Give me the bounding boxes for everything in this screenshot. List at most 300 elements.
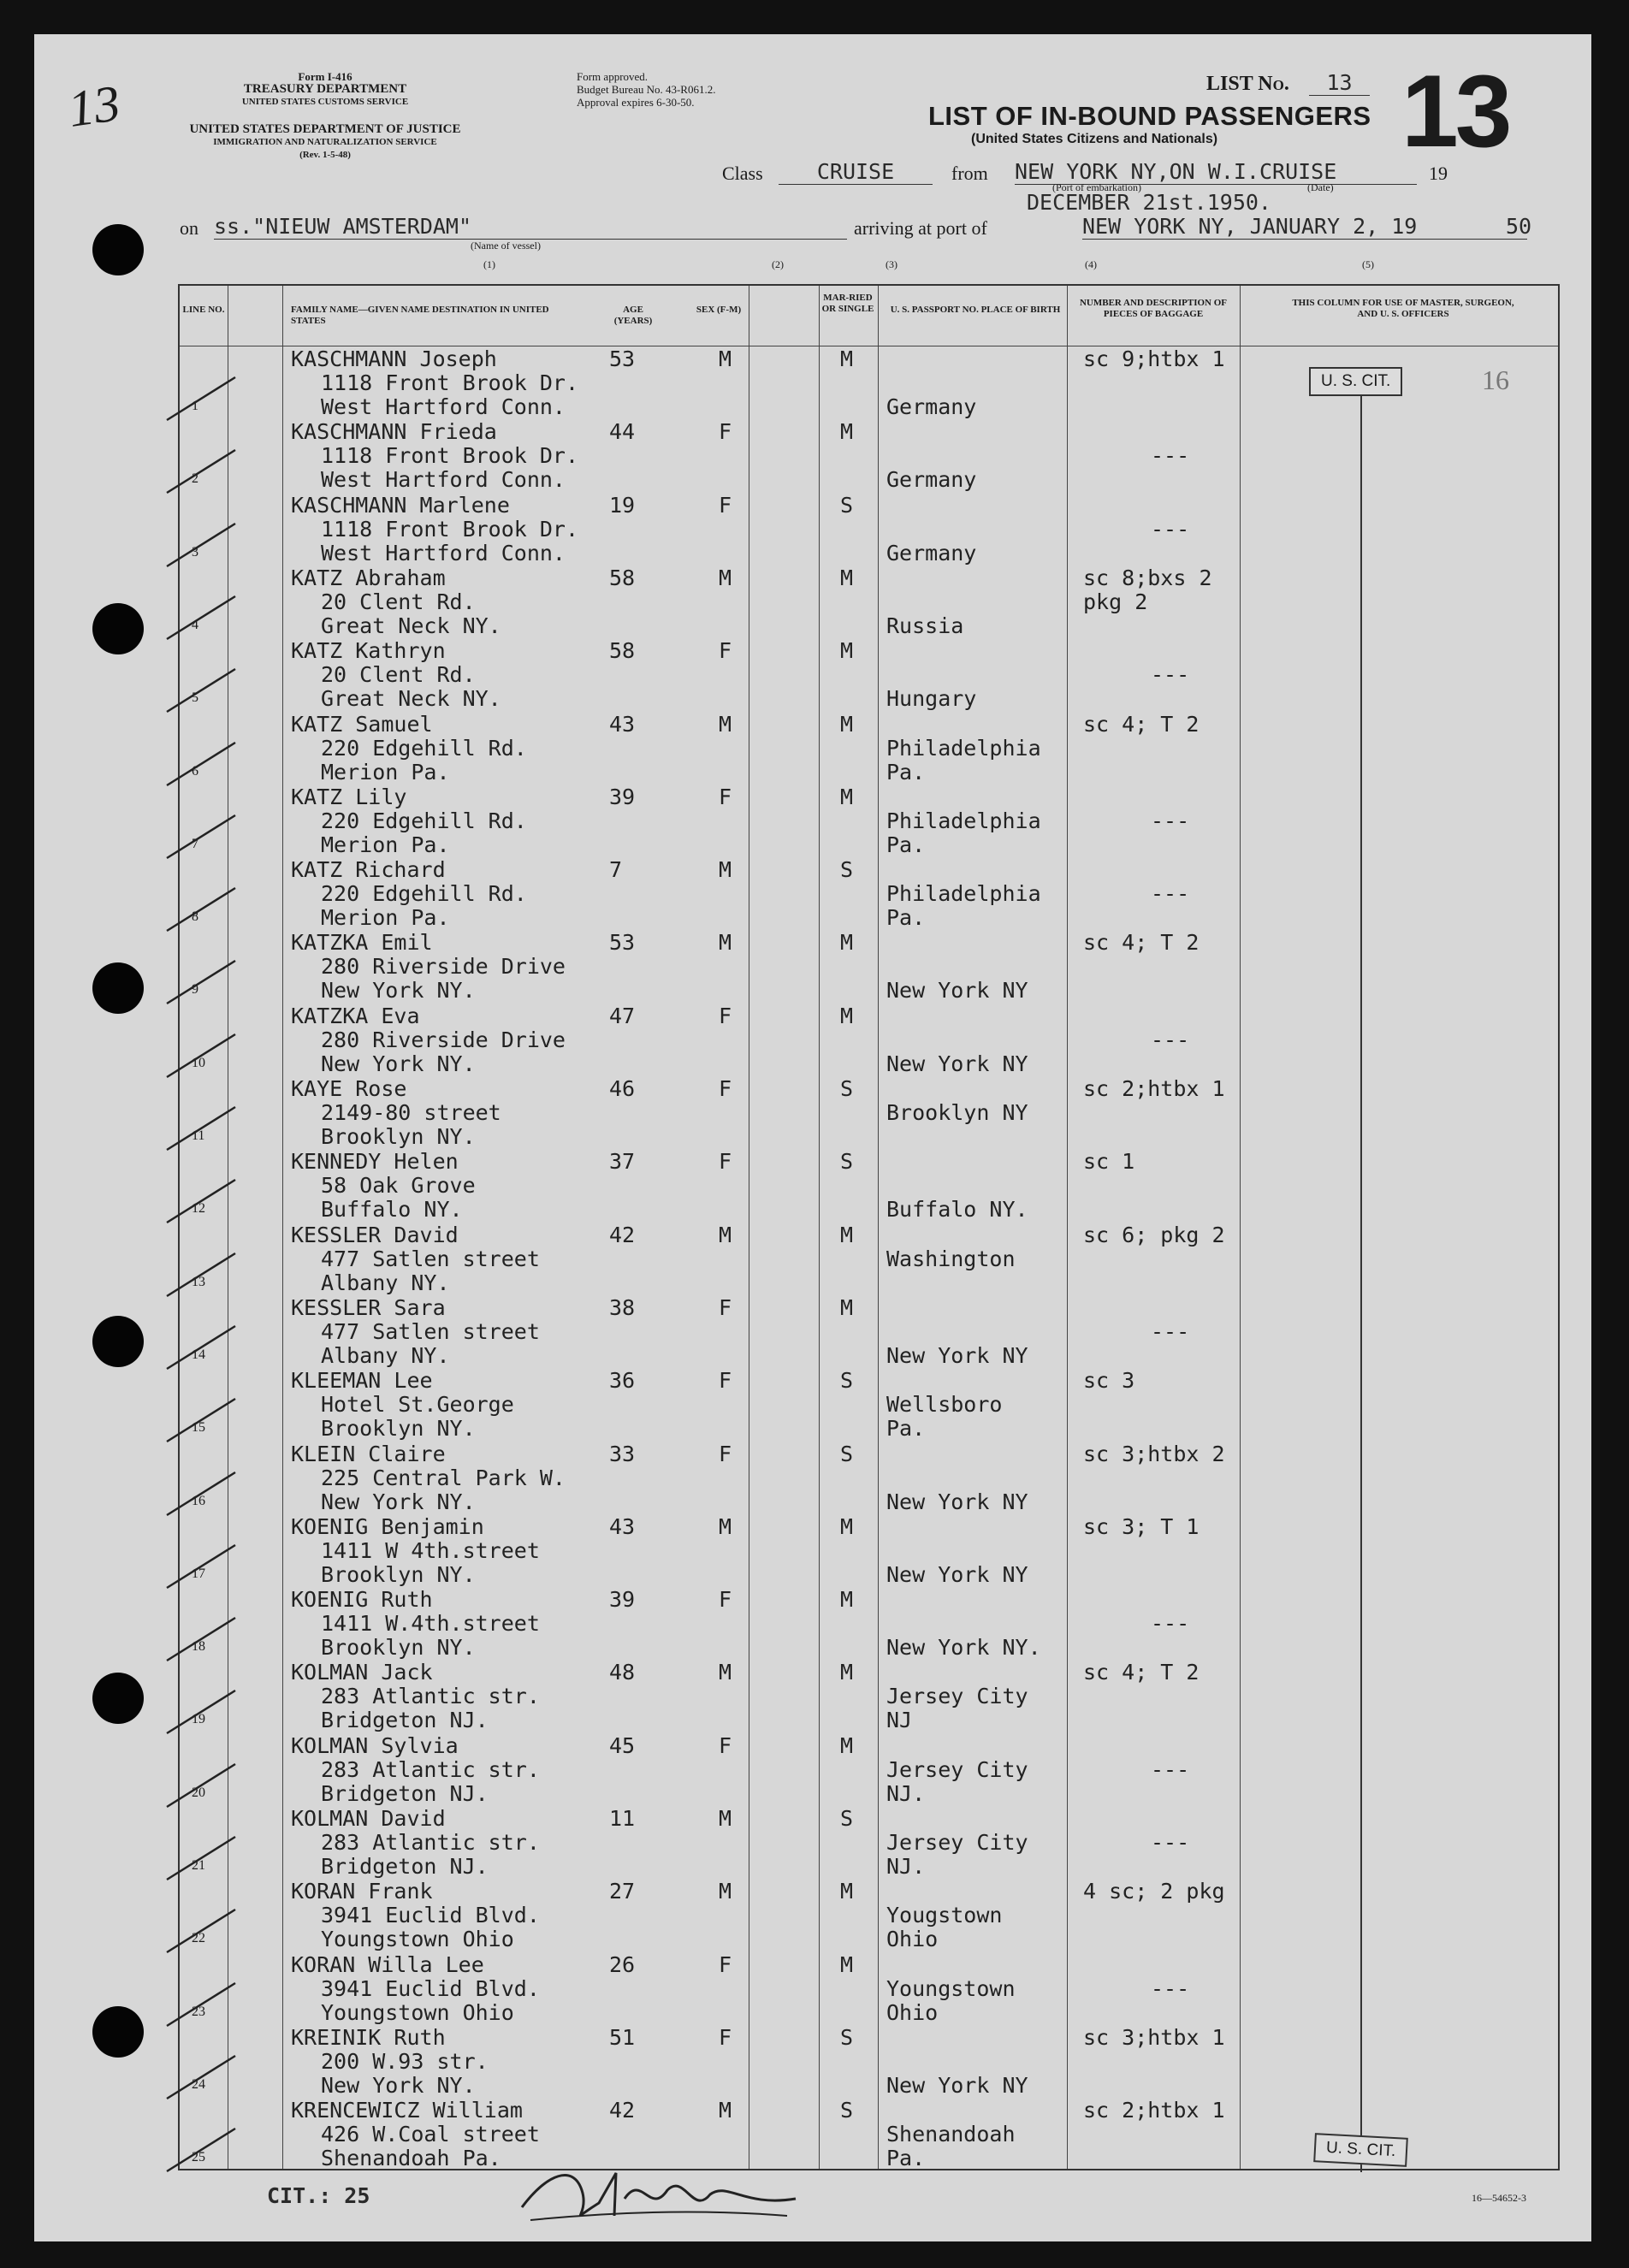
agency-header bbox=[180, 70, 471, 109]
address-line-2: New York NY. bbox=[321, 978, 476, 1004]
birthplace-line-2: New York NY bbox=[886, 1051, 1028, 1076]
line-number: 14 bbox=[192, 1347, 205, 1362]
birthplace-line-1: Philadelphia bbox=[886, 735, 1041, 761]
marital-status: S bbox=[840, 1149, 854, 1175]
marital-status: M bbox=[840, 1879, 854, 1904]
sex: M bbox=[719, 711, 732, 737]
age: 45 bbox=[609, 1732, 636, 1758]
birthplace-line-1: Philadelphia bbox=[886, 881, 1041, 907]
check-mark-icon bbox=[163, 1249, 240, 1300]
age: 39 bbox=[609, 1587, 636, 1613]
address-line-1: 225 Central Park W. bbox=[321, 1465, 566, 1490]
marital-status: M bbox=[840, 346, 854, 371]
sex: M bbox=[719, 1513, 732, 1539]
passenger-name: KASCHMANN Marlene bbox=[291, 492, 510, 518]
check-mark-icon bbox=[163, 1322, 240, 1373]
birthplace-line-2: Hungary bbox=[886, 686, 977, 712]
line-number: 2 bbox=[192, 471, 198, 487]
age: 7 bbox=[609, 857, 623, 883]
address-line-1: 1118 Front Brook Dr. bbox=[321, 443, 579, 469]
document-subtitle: (United States Citizens and Nationals) bbox=[971, 132, 1218, 146]
address-line-1: 20 Clent Rd. bbox=[321, 662, 476, 688]
sex: M bbox=[719, 346, 732, 371]
sex: F bbox=[719, 1149, 732, 1175]
passenger-name: KASCHMANN Frieda bbox=[291, 419, 497, 445]
sex: F bbox=[719, 1441, 732, 1466]
marital-status: M bbox=[840, 1003, 854, 1028]
passenger-name: KRENCEWICZ William bbox=[291, 2098, 523, 2123]
marital-status: M bbox=[840, 419, 854, 445]
address-line-2: Merion Pa. bbox=[321, 832, 450, 857]
form-approved: Form approved. bbox=[577, 70, 649, 83]
date-caption: (Date) bbox=[1307, 181, 1334, 193]
baggage-line-1: --- bbox=[1151, 1975, 1190, 2001]
baggage-line-1: sc 3; T 1 bbox=[1083, 1513, 1200, 1539]
birthplace-line-2: Germany bbox=[886, 394, 977, 419]
sex: F bbox=[719, 492, 732, 518]
line-number: 19 bbox=[192, 1712, 205, 1727]
address-line-2: West Hartford Conn. bbox=[321, 467, 566, 493]
sex: F bbox=[719, 784, 732, 809]
address-line-1: 280 Riverside Drive bbox=[321, 1027, 566, 1052]
address-line-1: 220 Edgehill Rd. bbox=[321, 735, 527, 761]
line-number: 25 bbox=[192, 2150, 205, 2165]
officer-signature bbox=[513, 2156, 804, 2233]
line-number: 13 bbox=[192, 1274, 205, 1289]
birthplace-line-1: Jersey City bbox=[886, 1756, 1028, 1782]
address-line-1: 283 Atlantic str. bbox=[321, 1756, 540, 1782]
sex: F bbox=[719, 1732, 732, 1758]
line-number: 6 bbox=[192, 763, 198, 779]
check-mark-icon bbox=[163, 2052, 240, 2103]
justice-header bbox=[171, 123, 479, 162]
vessel-caption: (Name of vessel) bbox=[471, 240, 541, 252]
table-row bbox=[180, 566, 1558, 640]
baggage-line-1: sc 4; T 2 bbox=[1083, 711, 1200, 737]
table-row bbox=[180, 1734, 1558, 1808]
address-line-1: 1411 W 4th.street bbox=[321, 1537, 540, 1563]
birthplace-line-2: New York NY bbox=[886, 978, 1028, 1004]
arrival-port-date: NEW YORK NY, JANUARY 2, 19 bbox=[1082, 214, 1527, 240]
age: 43 bbox=[609, 711, 636, 737]
birthplace-line-2: Pa. bbox=[886, 759, 926, 785]
table-row bbox=[180, 1807, 1558, 1880]
passenger-name: KOLMAN David bbox=[291, 1806, 446, 1831]
arrival-year: 50 bbox=[1506, 214, 1532, 239]
form-approval bbox=[577, 70, 715, 109]
list-number-value: 13 bbox=[1309, 70, 1369, 96]
baggage-line-1: sc 3 bbox=[1083, 1368, 1135, 1394]
marital-status: M bbox=[840, 1222, 854, 1247]
birthplace-line-1: Brooklyn NY bbox=[886, 1100, 1028, 1125]
marital-status: S bbox=[840, 1368, 854, 1394]
address-line-1: 1118 Front Brook Dr. bbox=[321, 370, 579, 395]
table-row bbox=[180, 931, 1558, 1004]
check-mark-icon bbox=[163, 1541, 240, 1592]
line-number: 1 bbox=[192, 399, 198, 413]
class-label: Class bbox=[722, 163, 763, 184]
address-line-2: Buffalo NY. bbox=[321, 1197, 463, 1223]
address-line-2: Shenandoah Pa. bbox=[321, 2146, 501, 2171]
check-mark-icon bbox=[163, 1905, 240, 1957]
line-number: 24 bbox=[192, 2076, 205, 2092]
line-number: 5 bbox=[192, 690, 198, 706]
address-line-2: Great Neck NY. bbox=[321, 686, 501, 712]
baggage-line-1: sc 2;htbx 1 bbox=[1083, 1076, 1225, 1101]
customs-service: UNITED STATES CUSTOMS SERVICE bbox=[241, 97, 409, 107]
marital-status: S bbox=[840, 2098, 854, 2123]
passenger-name: KESSLER Sara bbox=[291, 1294, 446, 1320]
birthplace-line-2: New York NY bbox=[886, 1561, 1028, 1587]
birthplace-line-2: New York NY. bbox=[886, 1635, 1041, 1661]
baggage-line-1: --- bbox=[1151, 1756, 1190, 1782]
check-mark-icon bbox=[163, 884, 240, 935]
address-line-1: 20 Clent Rd. bbox=[321, 589, 476, 614]
count-mark: 16 bbox=[1482, 364, 1509, 395]
check-mark-icon bbox=[163, 1468, 240, 1519]
address-line-2: Merion Pa. bbox=[321, 759, 450, 785]
table-row bbox=[180, 1661, 1558, 1734]
document-title: LIST OF IN-BOUND PASSENGERS bbox=[928, 101, 1371, 131]
birthplace-line-2: New York NY bbox=[886, 1489, 1028, 1514]
address-line-1: Hotel St.George bbox=[321, 1392, 514, 1418]
age: 39 bbox=[609, 784, 636, 809]
sex: M bbox=[719, 1879, 732, 1904]
age: 36 bbox=[609, 1368, 636, 1394]
passenger-name: KATZ Kathryn bbox=[291, 638, 446, 664]
sex: F bbox=[719, 638, 732, 664]
departure-date: DECEMBER 21st.1950. bbox=[1027, 190, 1271, 215]
address-line-2: West Hartford Conn. bbox=[321, 540, 566, 566]
age: 19 bbox=[609, 492, 636, 518]
check-mark-icon bbox=[163, 1979, 240, 2030]
passenger-name: KATZ Abraham bbox=[291, 565, 446, 590]
vessel-name: ss."NIEUW AMSTERDAM" bbox=[214, 214, 847, 240]
marital-status: M bbox=[840, 1660, 854, 1685]
marital-status: M bbox=[840, 1951, 854, 1977]
address-line-2: Bridgeton NJ. bbox=[321, 1780, 489, 1806]
sex: M bbox=[719, 2098, 732, 2123]
baggage-line-1: --- bbox=[1151, 516, 1190, 542]
birthplace-line-2: Germany bbox=[886, 540, 977, 566]
approval-expiry: Approval expires 6-30-50. bbox=[577, 96, 695, 109]
check-mark-icon bbox=[163, 1833, 240, 1884]
line-number: 16 bbox=[192, 1493, 205, 1508]
table-row bbox=[180, 1296, 1558, 1370]
birthplace-line-2: NJ. bbox=[886, 1854, 926, 1879]
line-number: 8 bbox=[192, 909, 198, 925]
check-mark-icon bbox=[163, 1614, 240, 1665]
col-num-4: (4) bbox=[1085, 258, 1097, 270]
passenger-name: KATZ Richard bbox=[291, 857, 446, 883]
line-number: 18 bbox=[192, 1639, 205, 1655]
line-number: 3 bbox=[192, 544, 198, 560]
birthplace-line-1: Philadelphia bbox=[886, 808, 1041, 833]
passenger-name: KORAN Frank bbox=[291, 1879, 433, 1904]
age: 44 bbox=[609, 419, 636, 445]
baggage-line-1: sc 9;htbx 1 bbox=[1083, 346, 1225, 371]
birthplace-line-1: Youngstown bbox=[886, 1975, 1016, 2001]
baggage-line-1: sc 3;htbx 1 bbox=[1083, 2024, 1225, 2050]
check-mark-icon bbox=[163, 811, 240, 862]
marital-status: M bbox=[840, 1587, 854, 1613]
passenger-rows bbox=[180, 347, 1558, 2169]
address-line-2: New York NY. bbox=[321, 1051, 476, 1076]
officer-bracket-line bbox=[1360, 384, 1362, 2172]
birthplace-line-2: Pa. bbox=[886, 832, 926, 857]
baggage-line-1: --- bbox=[1151, 1830, 1190, 1855]
address-line-2: Albany NY. bbox=[321, 1342, 450, 1368]
age: 48 bbox=[609, 1660, 636, 1685]
table-row bbox=[180, 1515, 1558, 1589]
line-number: 21 bbox=[192, 1858, 205, 1873]
class-value: CRUISE bbox=[779, 159, 933, 185]
arriving-label: arriving at port of bbox=[854, 217, 987, 239]
table-row bbox=[180, 1953, 1558, 2027]
address-line-1: 477 Satlen street bbox=[321, 1318, 540, 1344]
punch-hole bbox=[92, 603, 144, 654]
sex: M bbox=[719, 857, 732, 883]
birthplace-line-2: Russia bbox=[886, 613, 964, 638]
address-line-2: Youngstown Ohio bbox=[321, 1927, 514, 1952]
passenger-name: KOENIG Benjamin bbox=[291, 1513, 484, 1539]
address-line-1: 200 W.93 str. bbox=[321, 2048, 489, 2074]
line-number: 23 bbox=[192, 2004, 205, 2019]
col-num-2: (2) bbox=[772, 258, 784, 270]
table-row bbox=[180, 713, 1558, 786]
birthplace-line-1: Wellsboro bbox=[886, 1392, 1003, 1418]
passenger-table bbox=[178, 284, 1560, 2170]
passenger-name: KATZKA Emil bbox=[291, 930, 433, 956]
check-mark-icon bbox=[163, 1175, 240, 1227]
baggage-line-1: --- bbox=[1151, 1027, 1190, 1052]
col-passport: U. S. PASSPORT NO. PLACE OF BIRTH bbox=[890, 305, 1061, 315]
marital-status: M bbox=[840, 565, 854, 590]
address-line-1: 2149-80 street bbox=[321, 1100, 501, 1125]
address-line-1: 283 Atlantic str. bbox=[321, 1684, 540, 1709]
baggage-line-1: sc 1 bbox=[1083, 1149, 1135, 1175]
marital-status: M bbox=[840, 711, 854, 737]
sex: M bbox=[719, 565, 732, 590]
address-line-2: Brooklyn NY. bbox=[321, 1561, 476, 1587]
check-mark-icon bbox=[163, 665, 240, 716]
check-mark-icon bbox=[163, 373, 240, 424]
passenger-name: KATZ Lily bbox=[291, 784, 407, 809]
address-line-2: New York NY. bbox=[321, 2072, 476, 2098]
table-row bbox=[180, 1223, 1558, 1297]
marital-status: S bbox=[840, 1441, 854, 1466]
address-line-2: Bridgeton NJ. bbox=[321, 1854, 489, 1879]
line-number: 9 bbox=[192, 982, 198, 998]
baggage-line-1: --- bbox=[1151, 1318, 1190, 1344]
baggage-line-1: sc 4; T 2 bbox=[1083, 1660, 1200, 1685]
baggage-line-1: sc 6; pkg 2 bbox=[1083, 1222, 1225, 1247]
address-line-1: 3941 Euclid Blvd. bbox=[321, 1975, 540, 2001]
birthplace-line-1: Yougstown bbox=[886, 1903, 1003, 1928]
col-sex: SEX (F-M) bbox=[696, 305, 742, 315]
birthplace-line-2: New York NY bbox=[886, 1342, 1028, 1368]
age: 27 bbox=[609, 1879, 636, 1904]
list-number-label: LIST No. bbox=[1206, 73, 1289, 95]
age: 53 bbox=[609, 930, 636, 956]
birthplace-line-1: Shenandoah bbox=[886, 2122, 1016, 2147]
address-line-1: 283 Atlantic str. bbox=[321, 1830, 540, 1855]
address-line-1: 220 Edgehill Rd. bbox=[321, 808, 527, 833]
line-number: 22 bbox=[192, 1931, 205, 1946]
punch-hole bbox=[92, 1673, 144, 1724]
list-number bbox=[1206, 70, 1370, 96]
address-line-1: 58 Oak Grove bbox=[321, 1173, 476, 1199]
age: 33 bbox=[609, 1441, 636, 1466]
sex: F bbox=[719, 1003, 732, 1028]
line-number: 10 bbox=[192, 1055, 205, 1070]
check-mark-icon bbox=[163, 1686, 240, 1738]
immigration-service: IMMIGRATION AND NATURALIZATION SERVICE bbox=[213, 137, 437, 147]
address-line-1: 1411 W.4th.street bbox=[321, 1611, 540, 1637]
passenger-name: KAYE Rose bbox=[291, 1076, 407, 1101]
from-label: from bbox=[951, 163, 988, 184]
sex: F bbox=[719, 419, 732, 445]
punch-hole bbox=[92, 224, 144, 275]
passenger-name: KLEEMAN Lee bbox=[291, 1368, 433, 1394]
line-number: 12 bbox=[192, 1201, 205, 1217]
address-line-1: 3941 Euclid Blvd. bbox=[321, 1903, 540, 1928]
sex: M bbox=[719, 1806, 732, 1831]
sex: M bbox=[719, 1660, 732, 1685]
address-line-2: Youngstown Ohio bbox=[321, 1999, 514, 2025]
birthplace-line-2: Germany bbox=[886, 467, 977, 493]
birthplace-line-1: Jersey City bbox=[886, 1830, 1028, 1855]
check-mark-icon bbox=[163, 1395, 240, 1446]
age: 26 bbox=[609, 1951, 636, 1977]
age: 43 bbox=[609, 1513, 636, 1539]
birthplace-line-2: Ohio bbox=[886, 1999, 939, 2025]
line-number: 20 bbox=[192, 1785, 205, 1800]
us-citizen-stamp-bottom: U. S. CIT. bbox=[1313, 2133, 1408, 2167]
table-row bbox=[180, 1880, 1558, 1953]
col-age: AGE (YEARS) bbox=[613, 305, 653, 326]
birthplace-line-2: Pa. bbox=[886, 905, 926, 931]
year-prefix: 19 bbox=[1429, 163, 1448, 184]
line-number: 11 bbox=[192, 1128, 205, 1143]
baggage-line-1: --- bbox=[1151, 881, 1190, 907]
marital-status: M bbox=[840, 784, 854, 809]
sex: M bbox=[719, 930, 732, 956]
table-row bbox=[180, 639, 1558, 713]
passenger-name: KLEIN Claire bbox=[291, 1441, 446, 1466]
age: 51 bbox=[609, 2024, 636, 2050]
passenger-name: KORAN Willa Lee bbox=[291, 1951, 484, 1977]
table-row bbox=[180, 785, 1558, 859]
address-line-2: Brooklyn NY. bbox=[321, 1124, 476, 1149]
check-mark-icon bbox=[163, 2124, 240, 2176]
baggage-line-1: sc 4; T 2 bbox=[1083, 930, 1200, 956]
table-row bbox=[180, 420, 1558, 494]
passenger-name: KOLMAN Sylvia bbox=[291, 1732, 459, 1758]
address-line-2: Great Neck NY. bbox=[321, 613, 501, 638]
marital-status: S bbox=[840, 1076, 854, 1101]
address-line-1: 426 W.Coal street bbox=[321, 2122, 540, 2147]
check-mark-icon bbox=[163, 519, 240, 571]
sex: F bbox=[719, 1368, 732, 1394]
check-mark-icon bbox=[163, 1103, 240, 1154]
check-mark-icon bbox=[163, 956, 240, 1008]
age: 58 bbox=[609, 565, 636, 590]
punch-hole bbox=[92, 962, 144, 1014]
sex: M bbox=[719, 1222, 732, 1247]
manifest-page bbox=[34, 34, 1591, 2241]
check-mark-icon bbox=[163, 738, 240, 790]
cit-count: CIT.: 25 bbox=[267, 2183, 370, 2208]
line-number: 15 bbox=[192, 1420, 205, 1436]
big-list-number: 13 bbox=[1401, 54, 1509, 169]
col-line-no: LINE NO. bbox=[182, 305, 225, 315]
marital-status: M bbox=[840, 1732, 854, 1758]
birthplace-line-2: Pa. bbox=[886, 2146, 926, 2171]
address-line-2: Brooklyn NY. bbox=[321, 1416, 476, 1442]
budget-bureau: Budget Bureau No. 43-R061.2. bbox=[577, 83, 716, 96]
punch-hole bbox=[92, 1316, 144, 1367]
col-married: MAR-RIED OR SINGLE bbox=[821, 293, 874, 314]
address-line-1: 280 Riverside Drive bbox=[321, 954, 566, 980]
on-label: on bbox=[180, 217, 198, 239]
line-number: 17 bbox=[192, 1566, 205, 1581]
port-of-embarkation: NEW YORK NY,ON W.I.CRUISE bbox=[1015, 159, 1417, 185]
passenger-name: KENNEDY Helen bbox=[291, 1149, 459, 1175]
table-row bbox=[180, 1588, 1558, 1661]
sex: F bbox=[719, 1294, 732, 1320]
address-line-1: 1118 Front Brook Dr. bbox=[321, 516, 579, 542]
treasury-department: TREASURY DEPARTMENT bbox=[243, 82, 407, 96]
address-line-2: Merion Pa. bbox=[321, 905, 450, 931]
address-line-1: 477 Satlen street bbox=[321, 1246, 540, 1271]
age: 42 bbox=[609, 2098, 636, 2123]
table-row bbox=[180, 1077, 1558, 1151]
address-line-2: West Hartford Conn. bbox=[321, 394, 566, 419]
table-row bbox=[180, 2026, 1558, 2099]
birthplace-line-1: Washington bbox=[886, 1246, 1016, 1271]
address-line-1: 220 Edgehill Rd. bbox=[321, 881, 527, 907]
col-baggage: NUMBER AND DESCRIPTION OF PIECES OF BAGGAGE bbox=[1079, 298, 1228, 319]
sex: F bbox=[719, 1951, 732, 1977]
col-num-5: (5) bbox=[1362, 258, 1374, 270]
check-mark-icon bbox=[163, 1030, 240, 1081]
baggage-line-1: sc 8;bxs 2 bbox=[1083, 565, 1212, 590]
revision-date: (Rev. 1-5-48) bbox=[299, 150, 351, 160]
form-code: 16—54652-3 bbox=[1472, 2192, 1526, 2204]
baggage-line-1: --- bbox=[1151, 808, 1190, 833]
age: 42 bbox=[609, 1222, 636, 1247]
corner-handwritten-mark: 13 bbox=[64, 74, 124, 138]
check-mark-icon bbox=[163, 592, 240, 643]
passenger-name: KREINIK Ruth bbox=[291, 2024, 446, 2050]
check-mark-icon bbox=[163, 446, 240, 497]
us-citizen-stamp-top: U. S. CIT. bbox=[1309, 367, 1402, 396]
passenger-name: KOENIG Ruth bbox=[291, 1587, 433, 1613]
marital-status: M bbox=[840, 1513, 854, 1539]
marital-status: S bbox=[840, 1806, 854, 1831]
baggage-line-1: 4 sc; 2 pkg bbox=[1083, 1879, 1225, 1904]
form-number: Form I-416 bbox=[298, 70, 352, 83]
justice-department: UNITED STATES DEPARTMENT OF JUSTICE bbox=[189, 122, 461, 136]
check-mark-icon bbox=[163, 1760, 240, 1811]
address-line-2: Bridgeton NJ. bbox=[321, 1708, 489, 1733]
address-line-2: Albany NY. bbox=[321, 1270, 450, 1295]
embarkation-caption: (Port of embarkation) bbox=[1052, 181, 1141, 193]
baggage-line-1: sc 3;htbx 2 bbox=[1083, 1441, 1225, 1466]
marital-status: M bbox=[840, 1294, 854, 1320]
address-line-2: New York NY. bbox=[321, 1489, 476, 1514]
